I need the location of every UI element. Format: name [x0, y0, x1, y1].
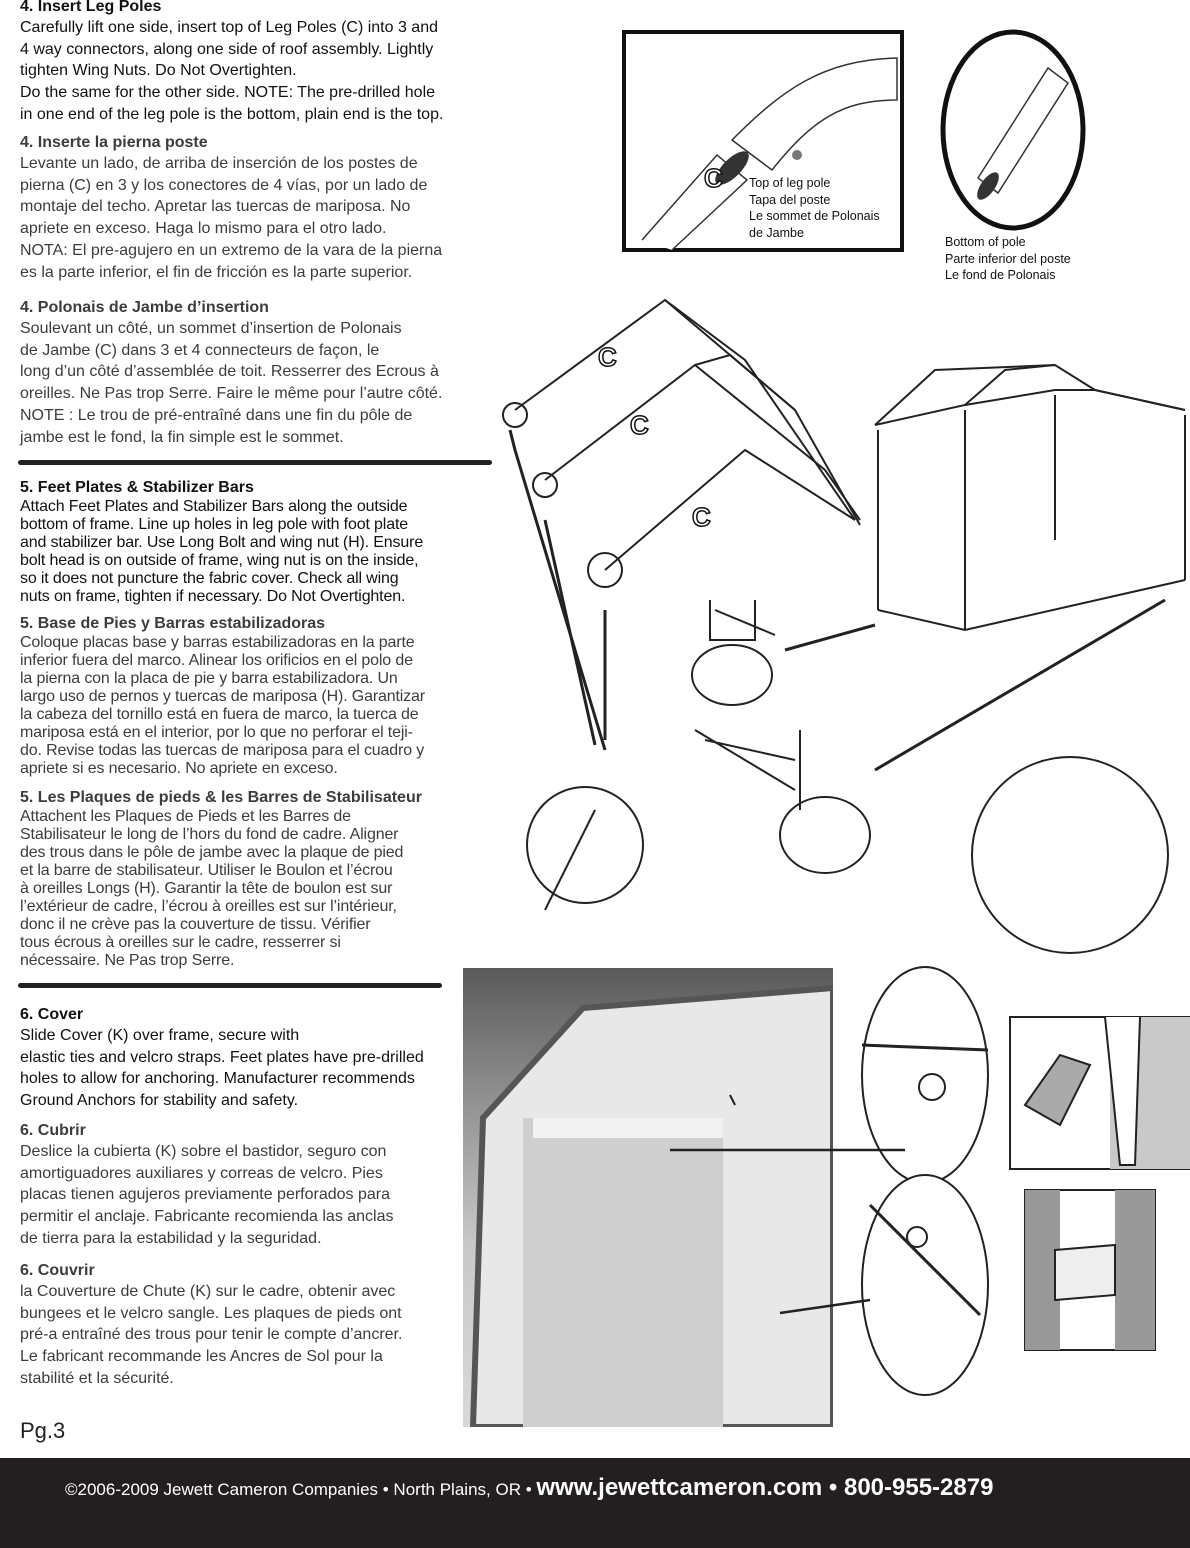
- section-6-french: [20, 1261, 402, 1390]
- section-5-spanish: [20, 614, 425, 778]
- body-line: tous écrous à oreilles sur le cadre, resserrer si: [20, 934, 341, 951]
- body-line: de Jambe (C) dans 3 et 4 connecteurs de façon, le: [20, 341, 380, 359]
- body-line: bungees et le velcro sangle. Les plaques de pieds ont: [20, 1304, 402, 1322]
- body-line: montaje del techo. Apretar las tuercas de mariposa. No: [20, 198, 411, 216]
- caption-line: Bottom of pole: [945, 235, 1026, 249]
- section-heading: 4. Inserte la pierna poste: [20, 134, 208, 151]
- body-line: and stabilizer bar. Use Long Bolt and wing nut (H). Ensure: [20, 534, 424, 551]
- section-heading: 4. Insert Leg Poles: [20, 0, 162, 15]
- body-line: Soulevant un côté, un sommet d’insertion de Polonais: [20, 320, 402, 337]
- section-heading: 6. Cubrir: [20, 1122, 86, 1139]
- part-label-c: C: [704, 163, 723, 193]
- body-line: Slide Cover (K) over frame, secure with: [20, 1027, 300, 1044]
- body-line: donc il ne crève pas la couverture de tissu. Vérifier: [20, 916, 371, 933]
- body-line: inferior fuera del marco. Alinear los orificios en el polo de: [20, 652, 413, 669]
- frame-assembly-illustration: [495, 290, 1190, 970]
- body-line: in one end of the leg pole is the bottom, plain end is the top.: [20, 105, 444, 123]
- caption-line: de Jambe: [749, 225, 804, 240]
- footer-text: [65, 1474, 993, 1502]
- body-line: l’extérieur de cadre, l’écrou à oreilles est sur l’intérieur,: [20, 898, 397, 915]
- body-line: long d’un côté d’assemblée de toit. Resserrer des Ecrous à: [20, 363, 439, 381]
- body-line: et la barre de stabilisateur. Utiliser le Boulon et l’écrou: [20, 862, 393, 879]
- section-heading: 6. Couvrir: [20, 1262, 95, 1279]
- body-line: la cabeza del tornillo está en fuera de marco, la tuerca de: [20, 706, 419, 723]
- body-line: placas tienen agujeros previamente perforados para: [20, 1186, 391, 1204]
- body-line: largo uso de pernos y tuercas de mariposa (H). Garantizar: [20, 688, 425, 705]
- page-number: Pg.3: [20, 1418, 66, 1443]
- body-line: Ground Anchors for stability and safety.: [20, 1092, 299, 1110]
- body-line: bolt head is on outside of frame, wing nut is on the inside,: [20, 552, 419, 569]
- section-5-french: [20, 788, 422, 970]
- body-line: Attach Feet Plates and Stabilizer Bars along the outside: [20, 498, 408, 515]
- section-heading: 4. Polonais de Jambe d’insertion: [20, 299, 269, 316]
- body-line: Do the same for the other side. NOTE: The pre-drilled hole: [20, 84, 436, 102]
- body-line: bottom of frame. Line up holes in leg pole with foot plate: [20, 516, 408, 533]
- body-line: pré-a entraîné des trous pour tenir le compte d’ancrer.: [20, 1326, 403, 1344]
- body-line: Levante un lado, de arriba de inserción de los postes de: [20, 155, 418, 172]
- body-line: apriete si es necesario. No apriete en exceso.: [20, 760, 338, 777]
- body-line: stabilité et la sécurité.: [20, 1369, 174, 1387]
- caption-line: Top of leg pole: [749, 176, 831, 190]
- body-line: la pierna con la placa de pie y barra estabilizadora. Un: [20, 670, 398, 687]
- body-line: es la parte inferior, el fin de fricción es la parte superior.: [20, 263, 413, 281]
- section-heading: 6. Cover: [20, 1006, 84, 1023]
- body-line: elastic ties and velcro straps. Feet plates have pre-drilled: [20, 1048, 424, 1066]
- part-label-c: C: [630, 410, 649, 440]
- body-line: nécessaire. Ne Pas trop Serre.: [20, 952, 235, 969]
- section-6-english: [20, 1005, 424, 1112]
- body-line: Attachent les Plaques de Pieds et les Barres de: [20, 808, 351, 825]
- body-line: so it does not puncture the fabric cover. Check all wing: [20, 570, 399, 587]
- caption-line: Parte inferior del poste: [945, 251, 1071, 266]
- section-heading: 5. Les Plaques de pieds & les Barres de Stabilisateur: [20, 789, 422, 806]
- section-heading: 5. Feet Plates & Stabilizer Bars: [20, 479, 254, 496]
- cover-detail-illustrations: [670, 945, 1190, 1415]
- part-label-c: C: [692, 502, 711, 532]
- copyright: ©2006-2009 Jewett Cameron Companies • North Plains, OR •: [65, 1480, 537, 1499]
- section-heading: 5. Base de Pies y Barras estabilizadoras: [20, 615, 326, 632]
- body-line: de tierra para la estabilidad y la seguridad.: [20, 1229, 322, 1247]
- body-line: nuts on frame, tighten if necessary. Do Not Overtighten.: [20, 588, 406, 605]
- body-line: NOTA: El pre-agujero en un extremo de la vara de la pierna: [20, 241, 443, 259]
- section-4-english: [20, 0, 443, 126]
- body-line: des trous dans le pôle de jambe avec la plaque de pied: [20, 844, 404, 861]
- body-line: à oreilles Longs (H). Garantir la tête de boulon est sur: [20, 880, 393, 897]
- body-line: Le fabricant recommande les Ancres de Sol pour la: [20, 1348, 383, 1366]
- body-line: holes to allow for anchoring. Manufacturer recommends: [20, 1070, 415, 1088]
- bottom-of-pole-illustration: [938, 28, 1088, 233]
- section-6-spanish: [20, 1121, 394, 1250]
- body-line: amortiguadores auxiliares y correas de velcro. Pies: [20, 1164, 383, 1182]
- body-line: Coloque placas base y barras estabilizadoras en la parte: [20, 634, 415, 651]
- section-5-english: [20, 478, 423, 606]
- top-of-pole-caption: [749, 175, 880, 241]
- body-line: Stabilisateur le long de l’hors du fond de cadre. Aligner: [20, 826, 399, 843]
- body-line: permitir el anclaje. Fabricante recomienda las anclas: [20, 1208, 394, 1226]
- caption-line: Tapa del poste: [749, 192, 831, 207]
- body-line: oreilles. Ne Pas trop Serre. Faire le même pour l’autre côté.: [20, 385, 443, 403]
- body-line: tighten Wing Nuts. Do Not Overtighten.: [20, 62, 297, 80]
- section-4-spanish: [20, 133, 442, 283]
- divider: [18, 460, 492, 465]
- body-line: do. Revise todas las tuercas de mariposa para el cuadro y: [20, 742, 425, 759]
- part-label-c: C: [598, 342, 617, 372]
- body-line: jambe est le fond, la fin simple est le sommet.: [20, 428, 344, 446]
- body-line: mariposa está en el interior, por lo que no perforar el teji-: [20, 724, 413, 741]
- bottom-of-pole-caption: [945, 234, 1071, 284]
- divider: [18, 983, 442, 988]
- body-line: Deslice la cubierta (K) sobre el bastidor, seguro con: [20, 1143, 387, 1160]
- body-line: Carefully lift one side, insert top of Leg Poles (C) into 3 and: [20, 19, 438, 36]
- body-line: NOTE : Le trou de pré-entraîné dans une fin du pôle de: [20, 406, 413, 424]
- caption-line: Le sommet de Polonais: [749, 209, 880, 223]
- body-line: 4 way connectors, along one side of roof assembly. Lightly: [20, 40, 434, 58]
- section-4-french: [20, 298, 442, 448]
- caption-line: Le fond de Polonais: [945, 268, 1056, 282]
- body-line: apriete en exceso. Haga lo mismo para el otro lado.: [20, 220, 387, 238]
- body-line: pierna (C) en 3 y los conectores de 4 vías, por un lado de: [20, 176, 428, 194]
- footer: [0, 1458, 1190, 1548]
- website-phone: www.jewettcameron.com • 800-955-2879: [536, 1474, 994, 1501]
- body-line: la Couverture de Chute (K) sur le cadre, obtenir avec: [20, 1283, 396, 1300]
